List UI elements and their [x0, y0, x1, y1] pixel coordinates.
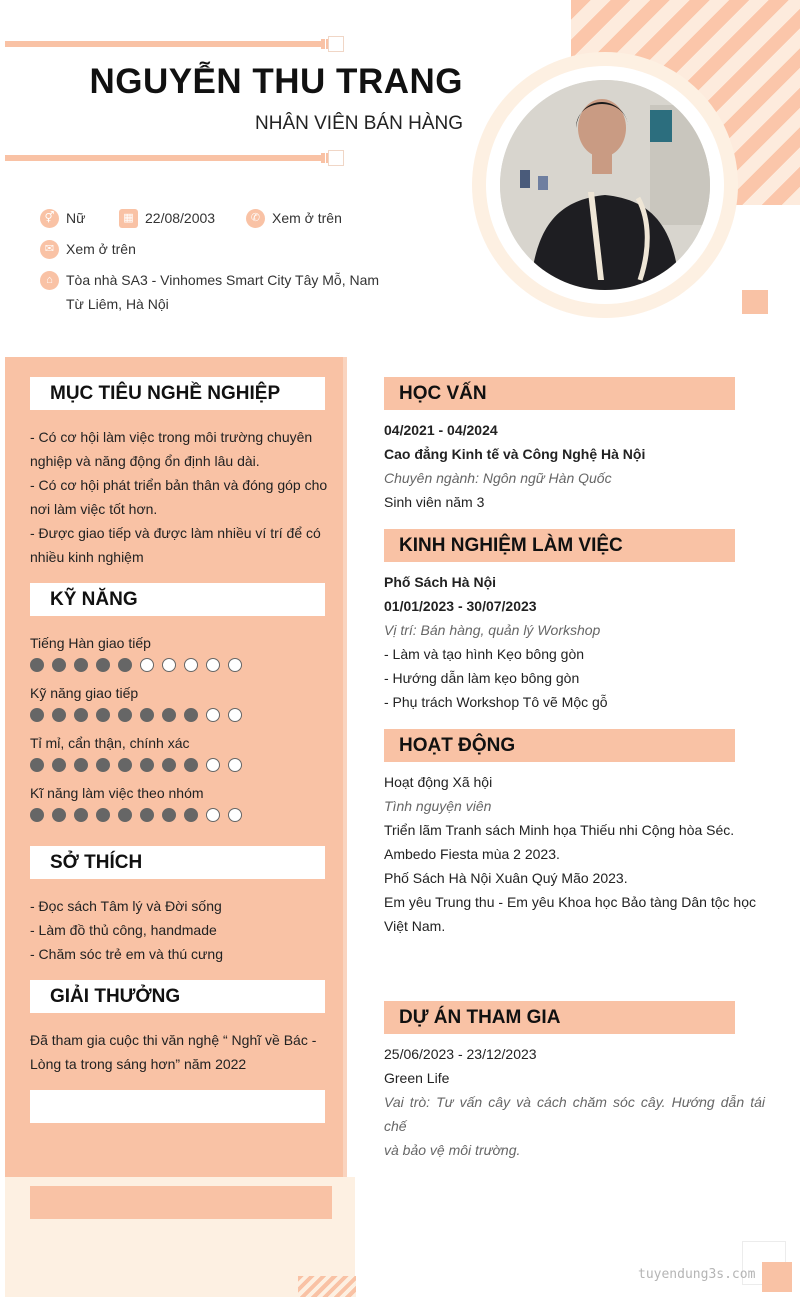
experience-position: Vị trí: Bán hàng, quản lý Workshop — [384, 622, 601, 638]
skill-rating — [30, 658, 250, 672]
profile-photo — [500, 80, 710, 290]
project-period: 25/06/2023 - 23/12/2023 — [384, 1046, 537, 1062]
experience-company: Phố Sách Hà Nội — [384, 574, 497, 590]
skill-dot — [118, 758, 132, 772]
skill-dot — [206, 758, 220, 772]
skill-dot — [184, 808, 198, 822]
skill-name: Tỉ mỉ, cẩn thận, chính xác — [30, 735, 190, 751]
skill-dot — [140, 708, 154, 722]
skill-dot — [30, 758, 44, 772]
education-period: 04/2021 - 04/2024 — [384, 422, 498, 438]
skill-dot — [74, 758, 88, 772]
skill-dot — [74, 708, 88, 722]
skill-dot — [52, 708, 66, 722]
home-icon: ⌂ — [40, 271, 59, 290]
objective-heading: MỤC TIÊU NGHỀ NGHIỆP — [30, 377, 325, 410]
gender-info: ⚥ Nữ — [40, 210, 85, 228]
hobbies-list — [30, 894, 334, 966]
decorative-square — [742, 290, 768, 314]
gender-icon: ⚥ — [40, 209, 59, 228]
skill-dot — [162, 658, 176, 672]
education-school: Cao đẳng Kinh tế và Công Nghệ Hà Nội — [384, 446, 646, 462]
activities-heading: HOẠT ĐỘNG — [384, 729, 735, 762]
calendar-icon: ▦ — [119, 209, 138, 228]
hobby-item: - Chăm sóc trẻ em và thú cưng — [30, 946, 223, 962]
hobby-item: - Đọc sách Tâm lý và Đời sống — [30, 898, 222, 914]
activities-list — [384, 818, 765, 938]
skill-dot — [228, 658, 242, 672]
empty-section-bar — [30, 1090, 325, 1123]
activity-item: Ambedo Fiesta mùa 2 2023. — [384, 846, 560, 862]
skill-dot — [52, 758, 66, 772]
awards-text: Đã tham gia cuộc thi văn nghệ “ Nghĩ về Bác - Lòng ta trong sáng hơn” năm 2022 — [30, 1032, 317, 1072]
activities-role: Tình nguyện viên — [384, 798, 492, 814]
skill-dot — [184, 758, 198, 772]
projects-heading: DỰ ÁN THAM GIA — [384, 1001, 735, 1034]
header-line-bottom — [5, 155, 325, 161]
header-line-top — [5, 41, 325, 47]
skill-rating — [30, 708, 250, 722]
left-footer-bar — [30, 1186, 332, 1219]
activity-item: Em yêu Trung thu - Em yêu Khoa học Bảo tàng Dân tộc học — [384, 894, 756, 910]
skill-dot — [162, 758, 176, 772]
project-role: Vai trò: Tư vấn cây và cách chăm sóc cây. Hướng dẫn tái chế và bảo vệ môi trường. — [384, 1094, 765, 1158]
address-info: ⌂ Tòa nhà SA3 - Vinhomes Smart City Tây Mỗ, Nam Từ Liêm, Hà Nội — [40, 272, 380, 316]
experience-heading: KINH NGHIỆM LÀM VIỆC — [384, 529, 735, 562]
activities-org: Hoạt động Xã hội — [384, 774, 493, 790]
skill-dot — [118, 708, 132, 722]
skill-dot — [162, 808, 176, 822]
job-title: NHÂN VIÊN BÁN HÀNG — [255, 113, 463, 134]
skill-name: Kỹ năng giao tiếp — [30, 685, 139, 701]
skill-dot — [228, 808, 242, 822]
skill-dot — [30, 708, 44, 722]
skill-dot — [96, 658, 110, 672]
awards-heading: GIẢI THƯỞNG — [30, 980, 325, 1013]
skill-dot — [140, 758, 154, 772]
skill-rating — [30, 758, 250, 772]
skill-dot — [96, 758, 110, 772]
birthday-info: ▦ 22/08/2003 — [119, 210, 215, 228]
skill-dot — [206, 808, 220, 822]
skill-dot — [30, 808, 44, 822]
skill-dot — [162, 708, 176, 722]
watermark: tuyendung3s.com — [638, 1267, 756, 1282]
activity-item: Triển lãm Tranh sách Minh họa Thiếu nhi Cộng hòa Séc. — [384, 822, 735, 838]
skill-dot — [140, 658, 154, 672]
hobbies-heading: SỞ THÍCH — [30, 846, 325, 879]
activity-item: Việt Nam. — [384, 918, 446, 934]
skill-rating — [30, 808, 250, 822]
skill-dot — [118, 808, 132, 822]
phone-info: ✆ Xem ở trên — [246, 210, 342, 228]
experience-task: - Hướng dẫn làm kẹo bông gòn — [384, 670, 580, 686]
skill-dot — [206, 708, 220, 722]
skill-dot — [206, 658, 220, 672]
skill-dot — [74, 658, 88, 672]
activity-item: Phố Sách Hà Nội Xuân Quý Mão 2023. — [384, 870, 628, 886]
skill-dot — [52, 808, 66, 822]
skill-dot — [228, 758, 242, 772]
skill-dot — [30, 658, 44, 672]
skill-name: Kĩ năng làm việc theo nhóm — [30, 785, 204, 801]
skills-heading: KỸ NĂNG — [30, 583, 325, 616]
skill-dot — [140, 808, 154, 822]
hobby-item: - Làm đồ thủ công, handmade — [30, 922, 217, 938]
skill-dot — [118, 658, 132, 672]
education-major: Chuyên ngành: Ngôn ngữ Hàn Quốc — [384, 470, 612, 486]
experience-task: - Làm và tạo hình Kẹo bông gòn — [384, 646, 585, 662]
skill-dot — [96, 808, 110, 822]
phone-icon: ✆ — [246, 209, 265, 228]
skill-name: Tiếng Hàn giao tiếp — [30, 635, 151, 651]
experience-period: 01/01/2023 - 30/07/2023 — [384, 598, 537, 614]
project-name: Green Life — [384, 1070, 450, 1086]
skill-dot — [52, 658, 66, 672]
mail-icon: ✉ — [40, 240, 59, 259]
email-info: ✉ Xem ở trên — [40, 241, 136, 259]
candidate-name: NGUYỄN THU TRANG — [89, 62, 463, 101]
skill-dot — [228, 708, 242, 722]
experience-task: - Phụ trách Workshop Tô vẽ Mộc gỗ — [384, 694, 608, 710]
objective-text: - Có cơ hội làm việc trong môi trường chuyên nghiệp và năng động ổn định lâu dài. - Có cơ hội phát triển bản thân và đóng góp cho nơi làm việc tốt hơn. - Được giao tiếp và được làm nhiều ví trí để có nhiều kinh nghiệm — [30, 429, 328, 565]
education-status: Sinh viên năm 3 — [384, 494, 485, 510]
skill-dot — [74, 808, 88, 822]
education-heading: HỌC VẤN — [384, 377, 735, 410]
skill-dot — [184, 708, 198, 722]
skill-dot — [96, 708, 110, 722]
skill-dot — [184, 658, 198, 672]
